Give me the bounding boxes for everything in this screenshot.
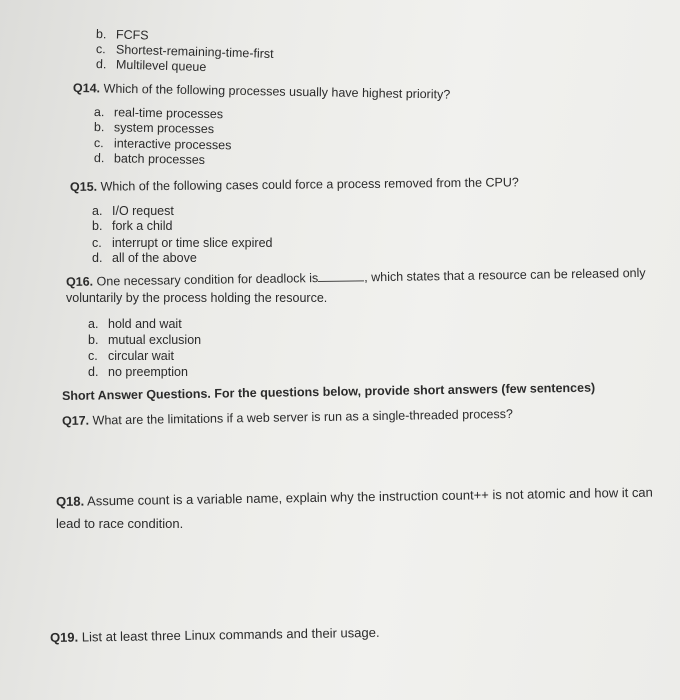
- q15-option-a: a. I/O request: [92, 204, 174, 218]
- q14-question: Q14. Which of the following processes usually have highest priority?: [72, 81, 451, 102]
- q14-option-a: a. real-time processes: [93, 105, 224, 122]
- q14-option-c: c. interactive processes: [93, 136, 232, 153]
- q15-option-b: b. fork a child: [92, 219, 173, 233]
- q13-option-d: d. Multilevel queue: [95, 57, 207, 75]
- q13-option-c: c. Shortest-remaining-time-first: [95, 42, 274, 61]
- q16-option-c: c. circular wait: [88, 349, 174, 363]
- q15-option-d: d. all of the above: [92, 251, 197, 265]
- q15-option-c: c. interrupt or time slice expired: [92, 236, 273, 250]
- q16-option-b: b. mutual exclusion: [88, 333, 202, 347]
- q18-question-line1: Q18. Assume count is a variable name, explain why the instruction count++ is not atomic and how it can: [55, 484, 653, 509]
- q18-question-line2: lead to race condition.: [56, 516, 184, 531]
- q16-option-a: a. hold and wait: [88, 317, 182, 331]
- q14-option-d: d. batch processes: [93, 151, 206, 167]
- q17-question: Q17. What are the limitations if a web server is run as a single-threaded process?: [61, 406, 513, 428]
- q16-question-line2: voluntarily by the process holding the resource.: [66, 291, 328, 305]
- short-answer-heading: Short Answer Questions. For the questions below, provide short answers (few sentences): [61, 380, 596, 403]
- q16-option-d: d. no preemption: [88, 365, 188, 379]
- answer-blank: [318, 271, 364, 282]
- q13-option-b: b. FCFS: [95, 27, 149, 43]
- q19-question: Q19. List at least three Linux commands and their usage.: [49, 624, 380, 645]
- q15-question: Q15. Which of the following cases could force a process removed from the CPU?: [69, 175, 519, 194]
- q16-question-line1: Q16. One necessary condition for deadlock is , which states that a resource can be released only: [65, 265, 646, 289]
- q14-option-b: b. system processes: [93, 120, 215, 137]
